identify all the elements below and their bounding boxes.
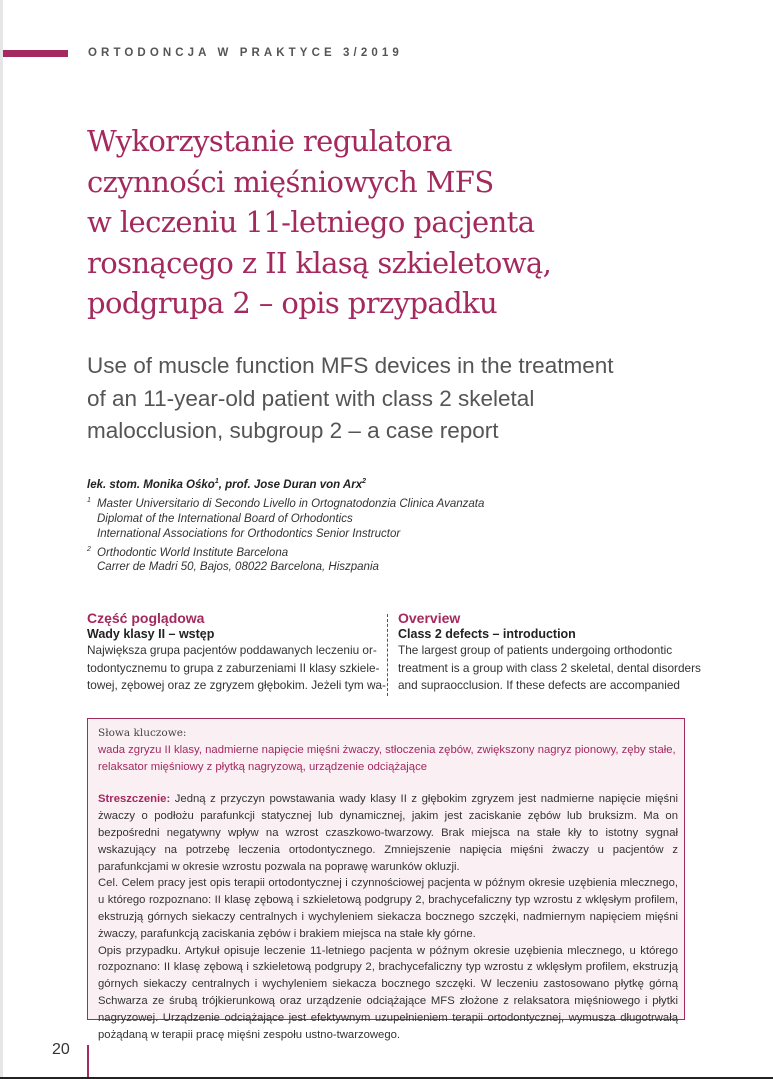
title-line: czynności mięśniowych MFS [87,164,494,199]
aim-paragraph: Cel. Celem pracy jest opis terapii ortodontycznej i czynnościowej pacjenta w późnym okresie uzębienia mlecznego, u którego rozpoznano: II klasę zębową i szkieletową podgrupy 2, brachycefaliczny typ wzrostu z wklęsłym profilem, ekstruzją górnych siekaczy centralnych i wychyleniem siekacza bocznego szczęki, nadmiernym napięciem mięśni żwaczy, parafunkcją zaciskania zębów i brakiem miejsca na stałe kły górne. [98,877,678,940]
affiliation-line [87,560,687,575]
subsection-heading: Wady klasy II – wstęp [87,627,215,641]
affiliation-line [87,527,687,542]
summary-label: Streszczenie: [98,793,171,806]
summary-paragraph [98,791,678,875]
title-line: podgrupa 2 – opis przypadku [87,286,498,320]
affiliation-line [87,512,687,527]
author-names [87,474,687,493]
affiliation-line [87,542,687,561]
abstract-box [87,718,685,1041]
column-divider [387,614,388,696]
title-line: Wykorzystanie regulatora [87,124,452,158]
affiliation-mark: 2 [87,545,91,553]
summary-text: Jedną z przyczyn powstawania wady klasy II z głębokim zgryzem jest nadmierne napięcie mięśni żwaczy o podłożu parafunkcji statycznej lub dynamicznej, jakim jest zaciskanie zębów lub bruksizm. Ma on bezpośredni negatywny wpływ na wzrost czaszkowo-twarzowy. Brak miejsca na stałe kły to istotny sygnał wskazujący na potrzebę leczenia ortodontycznego. Zmniejszenie napięcia mięśni żwaczy u pacjentów z parafunkcjami w okresie wzrostu pozwala na poprawę warunków okluzji. [98,793,678,873]
page-number: 20 [52,1041,70,1058]
body-line: towej, zębowej oraz ze zgryzem głębokim. Jeżeli tym wa- [87,678,386,692]
section-heading: Overview [398,610,461,626]
case-paragraph: Opis przypadku. Artykuł opisuje leczenie 11-letniego pacjenta w późnym okresie uzębienia mlecznego, u którego rozpoznano: II klasę zębową i szkieletową podgrupy 2, brachycefaliczny typ wzrostu z wklęsłym profilem, ekstruzją górnych siekaczy centralnych i wychyleniem siekacza bocznego szczęki. W leczeniu zastosowano płytkę górną Schwarza ze śrubą trójkierunkową oraz urządzenie odciążające MFS złożone z relaksatora mięśniowego i płytki nagryzowej. Urządzenie odciążające jest efektywnym uzupełnieniem terapii ortodontycznej, wymusza długotrwałą pożądaną w terapii pracę mięśni zespołu ustno-twarzowego. [98,944,678,1041]
title-line: w leczeniu 11-letniego pacjenta [87,205,535,239]
author-1-mark: 1 [214,478,219,485]
section-heading: Część poglądowa [87,610,205,626]
affiliation-text: Diplomat of the International Board of Orhodontics [97,512,353,525]
body-line: todontycznemu to grupa z zaburzeniami II klasy szkiele- [87,660,380,675]
body-line: and supraocclusion. If these defects are accompanied [398,678,680,692]
journal-header: ORTODONCJA W PRAKTYCE 3/2019 [88,47,403,59]
affiliation-text: Carrer de Madri 50, Bajos, 08022 Barcelona, Hiszpania [97,561,379,574]
title-line: rosnącego z II klasą szkieletową, [87,245,552,280]
article-title-english [87,350,667,448]
keywords-label: Słowa kluczowe: [98,727,187,739]
affiliation-text: Orthodontic World Institute Barcelona [97,546,289,559]
affiliation-line [87,493,687,512]
column-polish [87,610,386,695]
page-edge-strip [0,0,3,1079]
author-1: lek. stom. Monika Ośko [87,478,215,491]
body-line: Największa grupa pacjentów poddawanych leczeniu or- [87,643,377,657]
body-line: treatment is a group with class 2 skeletal, dental disorders [398,660,701,675]
article-title-polish [87,121,687,324]
affiliation-text: International Associations for Orthodontics Senior Instructor [97,527,401,540]
subtitle-line: of an 11-year-old patient with class 2 skeletal [87,385,535,411]
subsection-heading: Class 2 defects – introduction [398,627,576,641]
keywords-text: wada zgryzu II klasy, nadmierne napięcie mięśni żwaczy, stłoczenia zębów, zwiększony nagryz pionowy, zęby stałe, relaksator mięśniowy z płytką nagryzową, urządzenie odciążające [98,743,676,773]
author-2: prof. Jose Duran von Arx [225,478,363,491]
affiliation-text: Master Universitario di Secondo Livello in Ortognatodonzia Clinica Avanzata [97,497,485,510]
body-line: The largest group of patients undergoing orthodontic [398,643,673,657]
affiliation-mark: 1 [87,496,91,504]
author-separator: , [218,478,226,491]
column-english [398,610,701,695]
author-2-mark: 2 [362,478,366,485]
authors-block [87,474,687,575]
header-accent-bar [3,50,68,57]
footer-accent-rule [87,1045,89,1079]
subtitle-line: Use of muscle function MFS devices in the treatment [87,353,614,378]
subtitle-line: malocclusion, subgroup 2 – a case report [87,418,499,443]
abstract-text [98,791,678,1043]
